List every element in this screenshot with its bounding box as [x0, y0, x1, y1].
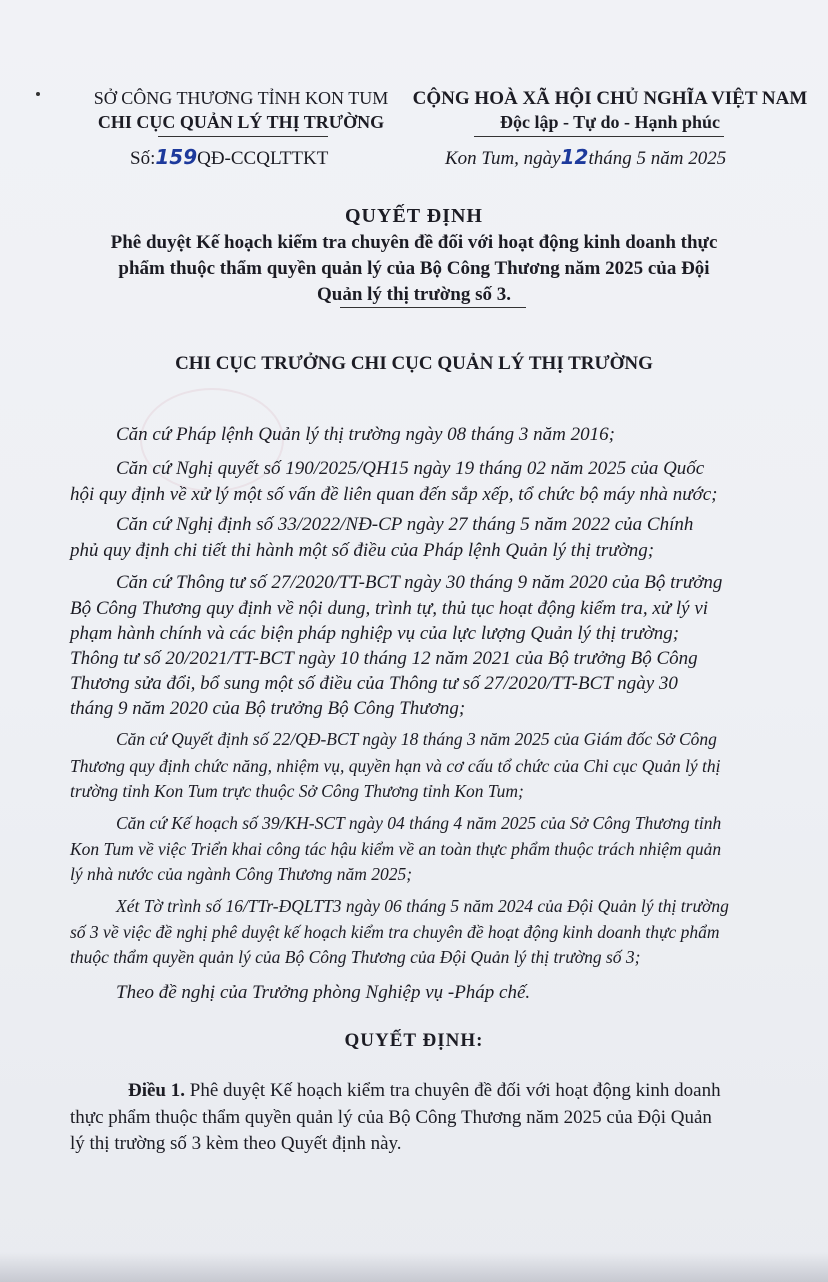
preamble-line: phủ quy định chi tiết thi hành một số điều của Pháp lệnh Quản lý thị trường;: [70, 540, 655, 561]
decision-heading: QUYẾT ĐỊNH:: [344, 1030, 484, 1051]
document-type-heading: QUYẾT ĐỊNH: [345, 205, 483, 227]
preamble-line: Bộ Công Thương quy định về nội dung, trình tự, thủ tục hoạt động kiểm tra, xử lý vi: [70, 598, 709, 619]
preamble-line: Thương sửa đổi, bổ sung một số điều của Thông tư số 27/2020/TT-BCT ngày 30: [70, 673, 678, 694]
preamble-line: Căn cứ Nghị định số 33/2022/NĐ-CP ngày 27 tháng 5 năm 2022 của Chính: [116, 514, 694, 535]
article-1-text: Phê duyệt Kế hoạch kiểm tra chuyên đề đối với hoạt động kinh doanh: [189, 1080, 721, 1101]
subject-underline: [340, 307, 526, 308]
preamble-line: lý nhà nước của ngành Công Thương năm 2025;: [70, 864, 413, 884]
preamble-line: Xét Tờ trình số 16/TTr-ĐQLTT3 ngày 06 tháng 5 năm 2024 của Đội Quản lý thị trường: [116, 896, 729, 916]
document-number: [130, 145, 328, 170]
issuer-underline: [158, 136, 328, 137]
subject-line-1: Phê duyệt Kế hoạch kiểm tra chuyên đề đối với hoạt động kinh doanh thực: [110, 232, 718, 253]
preamble-line: thuộc thẩm quyền quản lý của Bộ Công Thương của Đội Quản lý thị trường số 3;: [70, 947, 641, 967]
page-bottom-edge: [0, 1252, 828, 1282]
preamble-line: Căn cứ Pháp lệnh Quản lý thị trường ngày 08 tháng 3 năm 2016;: [116, 424, 615, 445]
preamble-line: phạm hành chính và các biện pháp nghiệp vụ của lực lượng Quản lý thị trường;: [70, 623, 680, 644]
number-prefix: Số:: [130, 148, 156, 169]
date-suffix: tháng 5 năm 2025: [588, 148, 727, 169]
document-date: [445, 145, 726, 170]
preamble-line: Căn cứ Nghị quyết số 190/2025/QH15 ngày 19 tháng 02 năm 2025 của Quốc: [116, 458, 705, 479]
article-1-line-3: lý thị trường số 3 kèm theo Quyết định này.: [70, 1133, 402, 1154]
preamble-line: Thương quy định chức năng, nhiệm vụ, quyền hạn và cơ cấu tổ chức của Chi cục Quản lý thị: [70, 756, 721, 776]
article-1-label: Điều 1.: [128, 1080, 185, 1101]
preamble-line: Căn cứ Quyết định số 22/QĐ-BCT ngày 18 tháng 3 năm 2025 của Giám đốc Sở Công: [116, 729, 717, 749]
issuer-line-1: SỞ CÔNG THƯƠNG TỈNH KON TUM: [93, 88, 389, 108]
number-suffix: QĐ-CCQLTTKT: [197, 148, 329, 169]
article-1-line-2: thực phẩm thuộc thẩm quyền quản lý của Bộ Công Thương năm 2025 của Đội Quản: [70, 1107, 712, 1128]
preamble-line: Theo đề nghị của Trưởng phòng Nghiệp vụ -Pháp chế.: [116, 982, 531, 1003]
preamble-line: Thông tư số 20/2021/TT-BCT ngày 10 tháng 12 năm 2021 của Bộ trưởng Bộ Công: [70, 648, 698, 669]
article-1-line-1: [128, 1080, 721, 1102]
preamble-line: số 3 về việc đề nghị phê duyệt kế hoạch kiểm tra chuyên đề hoạt động kinh doanh thực phẩm: [70, 922, 720, 942]
subject-line-2: phẩm thuộc thẩm quyền quản lý của Bộ Công Thương năm 2025 của Đội: [118, 258, 710, 279]
speck: [36, 92, 40, 96]
preamble-line: trường tỉnh Kon Tum trực thuộc Sở Công Thương tỉnh Kon Tum;: [70, 781, 524, 801]
preamble-line: Căn cứ Thông tư số 27/2020/TT-BCT ngày 30 tháng 9 năm 2020 của Bộ trưởng: [116, 572, 723, 593]
motto-underline: [474, 136, 724, 137]
national-title: CỘNG HOÀ XÃ HỘI CHỦ NGHĨA VIỆT NAM: [412, 88, 808, 109]
subject-line-3: Quản lý thị trường số 3.: [316, 284, 511, 305]
handwritten-day: 12: [560, 145, 589, 169]
preamble-line: hội quy định về xử lý một số vấn đề liên quan đến sắp xếp, tổ chức bộ máy nhà nước;: [70, 484, 718, 505]
handwritten-number: 159: [155, 145, 198, 169]
issuer-line-2: CHI CỤC QUẢN LÝ THỊ TRƯỜNG: [97, 112, 385, 132]
date-prefix: Kon Tum, ngày: [445, 148, 561, 169]
preamble-line: Kon Tum về việc Triển khai công tác hậu kiểm về an toàn thực phẩm thuộc trách nhiệm quản: [70, 839, 722, 859]
national-motto: Độc lập - Tự do - Hạnh phúc: [499, 112, 721, 132]
preamble-line: Căn cứ Kế hoạch số 39/KH-SCT ngày 04 tháng 4 năm 2025 của Sở Công Thương tỉnh: [116, 813, 722, 833]
preamble-line: tháng 9 năm 2020 của Bộ trưởng Bộ Công Thương;: [70, 698, 466, 719]
issuing-authority: CHI CỤC TRƯỞNG CHI CỤC QUẢN LÝ THỊ TRƯỜNG: [175, 353, 653, 374]
